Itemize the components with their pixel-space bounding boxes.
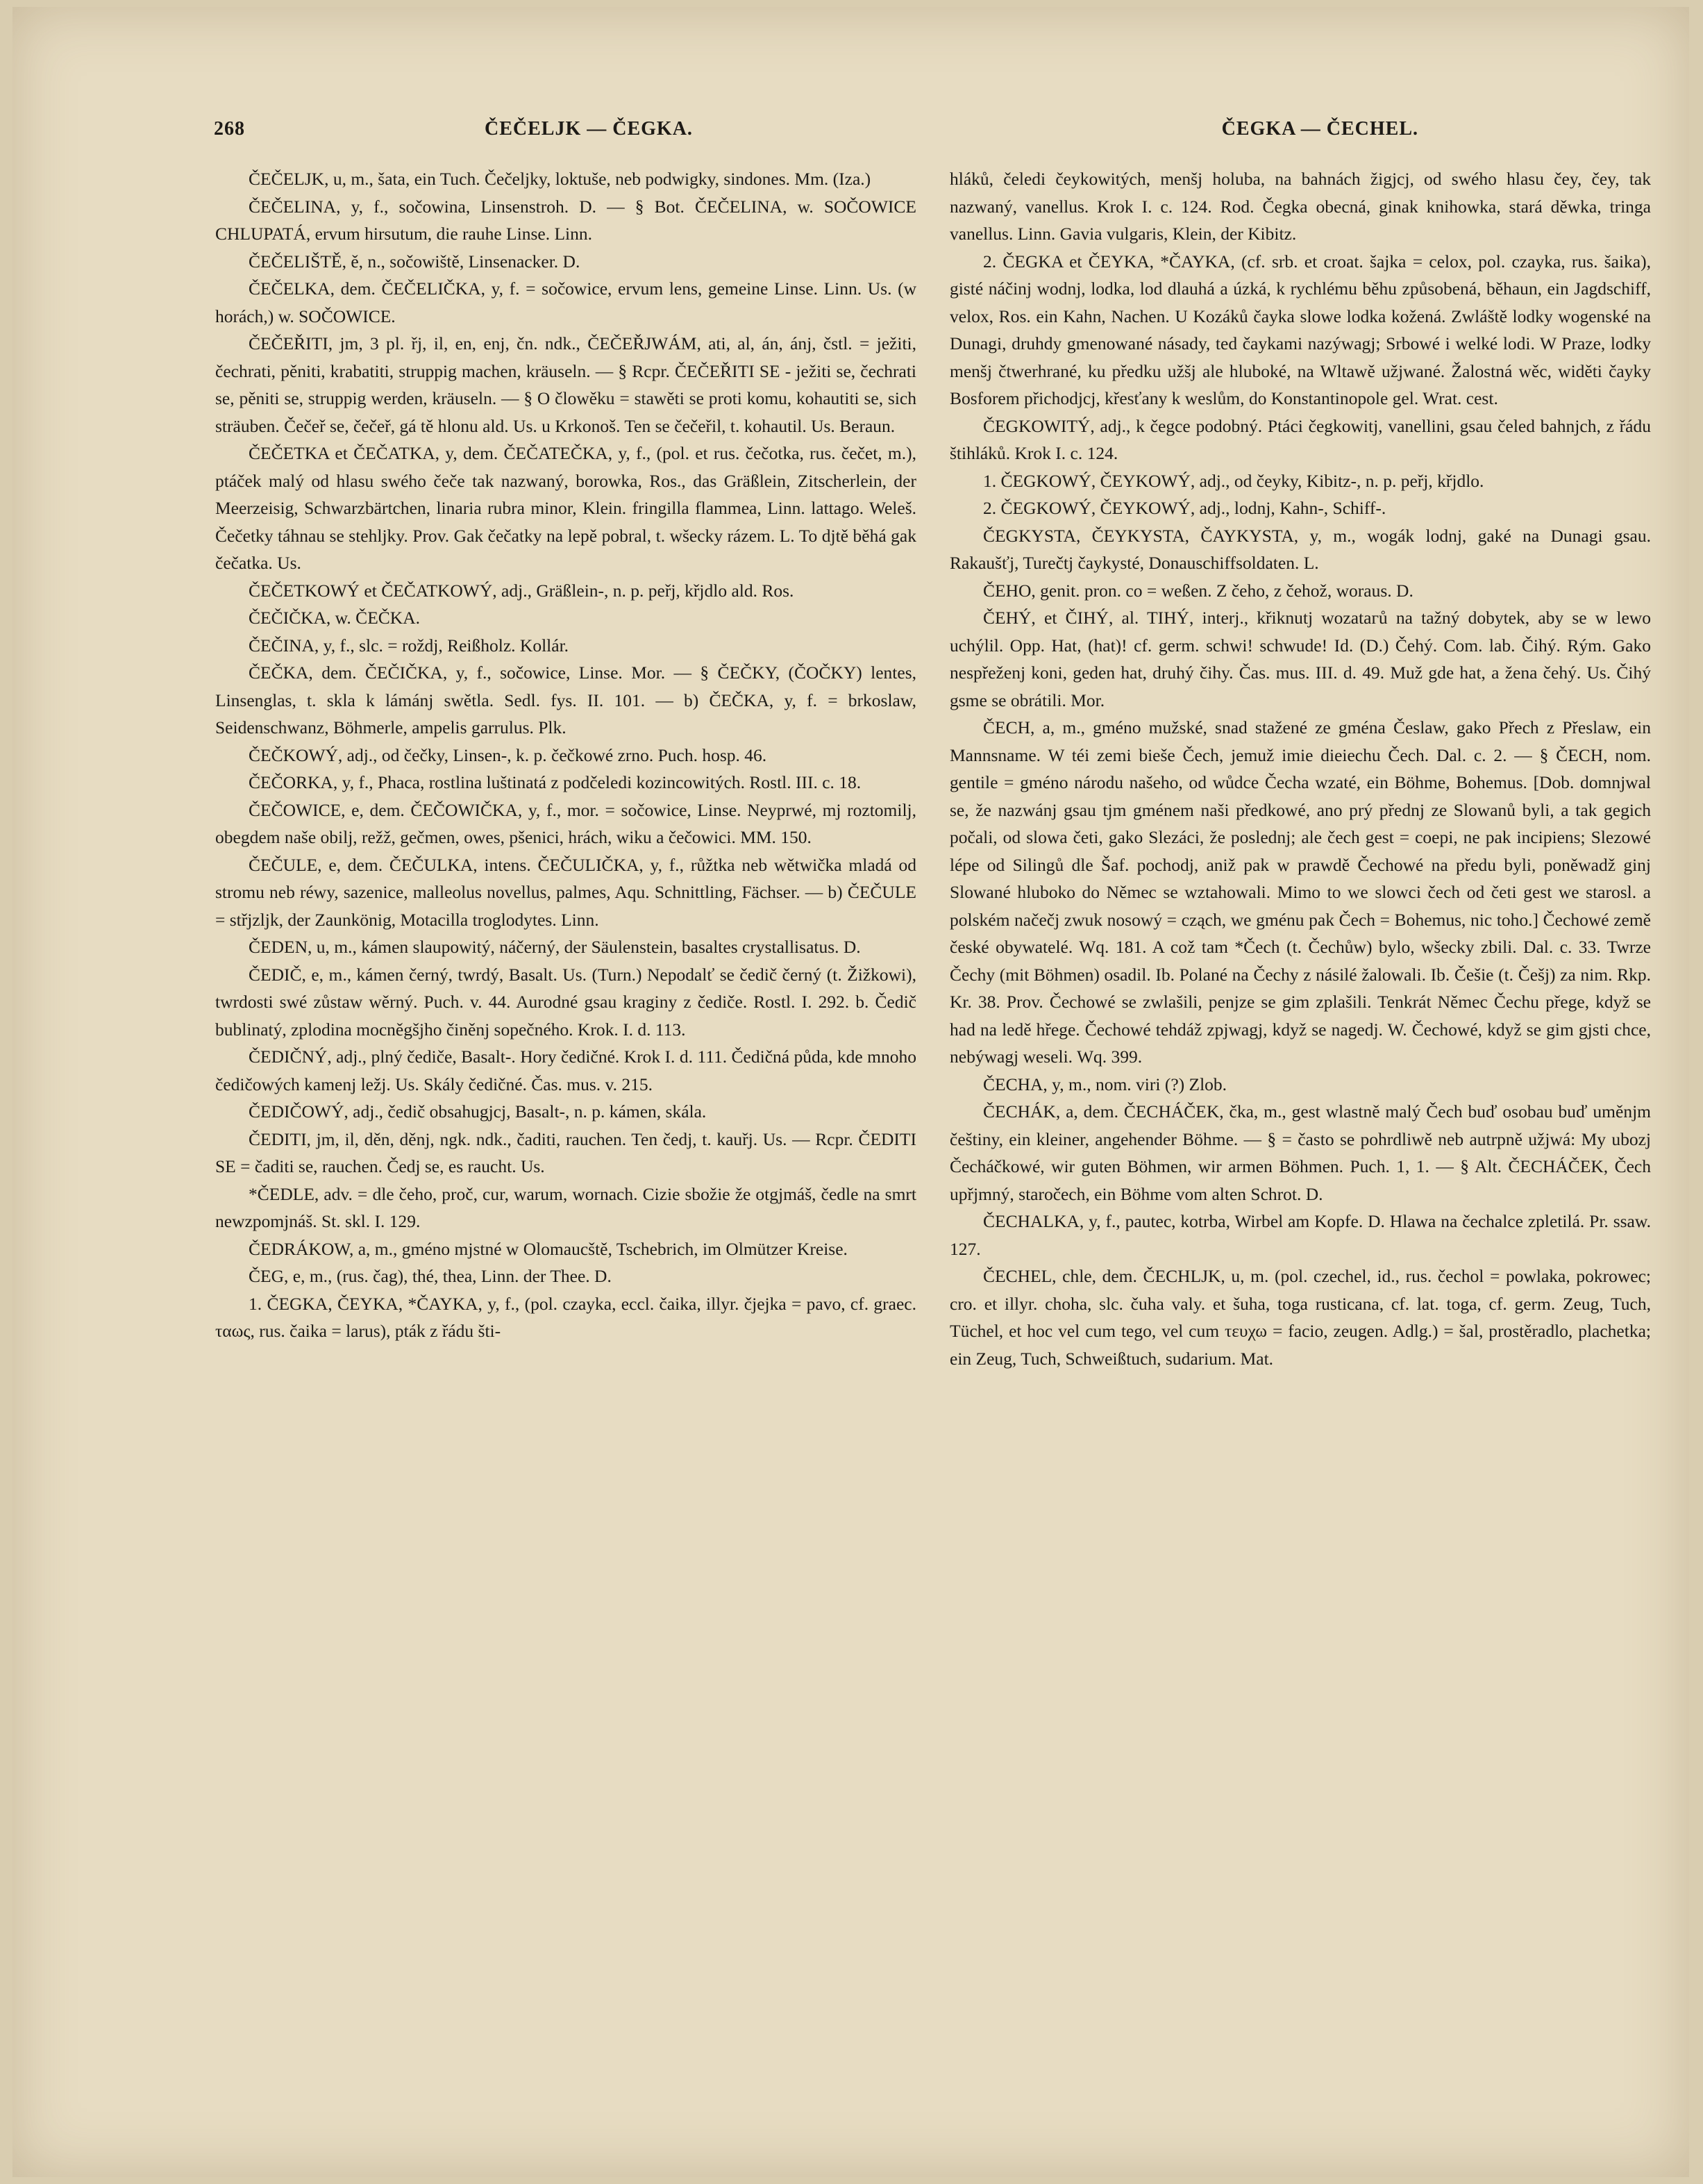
entry-cegkowity: ČEGKOWITÝ, adj., k čegce podobný. Ptáci čegkowitj, vanellini, gsau čeled bahnjch, z řádu štihláků. Krok I. c. 124. [950, 415, 1651, 463]
right-running-title: ČEGKA — ČECHEL. [1221, 118, 1418, 140]
entry-cecelk: ČEČELJK, u, m., šata, ein Tuch. Čečeljky, loktuše, neb podwigky, sindones. Mm. (Iza.) [249, 169, 871, 189]
entry-ceceliste: ČEČELIŠTĚ, ě, n., sočowiště, Linsenacker. D. [249, 251, 580, 272]
entry-cechalka: ČECHALKA, y, f., pautec, kotrba, Wirbel am Kopfe. D. Hlawa na čechalce zpletilá. Pr. ssaw. 127. [950, 1211, 1651, 1259]
entry-ceho: ČEHO, genit. pron. co = weßen. Z čeho, z čehož, woraus. D. [983, 580, 1413, 601]
left-column [215, 165, 916, 2144]
entry-cecule: ČEČULE, e, dem. ČEČULKA, intens. ČEČULIČKA, y, f., růžtka neb wětwička mladá od stromu neb réwy, sazenice, malleolus novellus, palmes, Aqu. Schnittling, Fächser. — b) ČEČULE = střjzljk, der Zaunkönig, Motacilla troglodytes. Linn. [215, 854, 916, 930]
entry-cecelka: ČEČELKA, dem. ČEČELIČKA, y, f. = sočowice, ervum lens, gemeine Linse. Linn. Us. (w horách,) w. SOČOWICE. [215, 278, 916, 326]
entry-cediti: ČEDITI, jm, il, děn, děnj, ngk. ndk., čaditi, rauchen. Ten čedj, t. kauřj. Us. — Rcpr. ČEDITI SE = čaditi se, rauchen. Čedj se, es raucht. Us. [215, 1128, 916, 1176]
entry-cecina: ČEČINA, y, f., slc. = roždj, Reißholz. Kollár. [249, 635, 569, 656]
entry-ceden: ČEDEN, u, m., kámen slaupowitý, náčerný, der Säulenstein, basaltes crystallisatus. D. [249, 937, 861, 957]
entry-cecorka: ČEČORKA, y, f., Phaca, rostlina luštinatá z podčeledi kozincowitých. Rostl. III. c. 18. [249, 772, 862, 792]
entry-cedic: ČEDIČ, e, m., kámen černý, twrdý, Basalt. Us. (Turn.) Nepodalť se čedič černý (t. Žižkowi), twrdosti swé zůstaw wěrný. Puch. v. 44. Aurodné gsau kraginy z čediče. Rostl. I. 292. b. Čedič bublinatý, zplodina mocněgšjho činěnj sopečného. Krok. I. d. 113. [215, 964, 916, 1040]
entry-cech: ČECH, a, m., gméno mužské, snad stažené ze gména Česlaw, gako Přech z Přeslaw, ein Mannsname. W téi zemi bieše Čech, jemuž imie dieiechu Čech. Dal. c. 2. — § ČECH, nom. gentile = gméno národu našeho, od wůdce Čecha wzaté, ein Böhme, Bohemus. [Dob. domnjwal se, že nazwánj gsau tjm gménem naši předkowé, ano prý přednj ze Slowanů byli, a tak gegich počali, od slowa četi, gako Slezáci, že poslednj; ale čech gest = coepi, ne pak incipiens; Slezowé lépe od Silingů dle Šaf. pochodj, aniž pak w prawdě Čechowé na předu byli, poněwadž ginj Slowané hluboko do Němec se wztahowali. Mimo to we slowci čech od četi gest we starosl. a polském načečj zwuk nosowý = cząch, we gménu pak Čech = Bohemus, nic toho.] Čechowé země české obywatelé. Wq. 181. A což tam *Čech (t. Čechůw) bylo, wšecky zbili. Dal. c. 33. Twrze Čechy (mit Böhmen) osadil. Ib. Polané na Čechy z násilé žalowali. Ib. Češie (t. Češj) za nim. Rkp. Kr. 38. Prov. Čechowé se zwlašili, penjze se gim zplašili. Tenkrát Němec Čechu přege, když se had na ledě hřege. Čechowé tehdáž zpjwagj, když se nagedj. W. Čechowé, když se gim gjsti chce, nebýwagj weseli. Wq. 399. [950, 717, 1651, 1067]
entry-cecha: ČECHA, y, m., nom. viri (?) Zlob. [983, 1074, 1227, 1094]
left-running-title: ČEČELJK — ČEGKA. [485, 118, 693, 140]
entry-cegka-2: 2. ČEGKA et ČEYKA, *ČAYKA, (cf. srb. et croat. šajka = celox, pol. czayka, rus. šaika), gisté náčinj wodnj, lodka, lod dlauhá a úzká, k rychlému běhu způsobená, běhaun, ein Jagdschiff, velox, Ros. ein Kahn, Nachen. U Kozáků čayka slowe lodka kožená. Zwláště lodky wogenské na Dunagi, druhdy gmenowané násady, ted čaykami nazýwagj; Srbowé i welké lodi. W Praze, lodky menšj čtwerhrané, ku předku užšj ale hluboké, na Wltawě užjwané. Žalostná wěc, widěti čayky Bosforem přichodjcj, křesťany k weslům, do Konstantinopole gel. Wrat. cest. [950, 251, 1651, 408]
entry-cedicny: ČEDIČNÝ, adj., plný čediče, Basalt-. Hory čedičné. Krok I. d. 111. Čedičná půda, kde mnoho čedičowých kamenj ležj. Us. Skály čedičné. Čas. mus. v. 215. [215, 1047, 916, 1094]
entry-cecowice: ČEČOWICE, e, dem. ČEČOWIČKA, y, f., mor. = sočowice, Linse. Neyprwé, mj roztomilj, obegdem naše obilj, režž, gečmen, owes, pšenici, hrách, wiku a čečowici. MM. 150. [215, 799, 916, 847]
entry-cegka-1: 1. ČEGKA, ČEYKA, *ČAYKA, y, f., (pol. czayka, eccl. čaika, illyr. čjejka = pavo, cf. graec. ταως, rus. čaika = larus), pták z řádu šti- [215, 1293, 916, 1341]
page-number: 268 [214, 118, 245, 140]
entry-cegkysta: ČEGKYSTA, ČEYKYSTA, ČAYKYSTA, y, m., wogák lodnj, gaké na Dunagi gsau. Rakaušťj, Turečtj čaykysté, Donauschiffsoldaten. L. [950, 525, 1651, 573]
entry-cehy: ČEHÝ, et ČIHÝ, al. TIHÝ, interj., křiknutj wozataгů na tažný dobytek, aby se w lewo uchýlil. Opp. Hat, (hat)! cf. germ. schwi! schwude! Id. (D.) Čehý. Com. lab. Čihý. Rým. Gako nespřeženj koni, geden hat, druhý čihy. Čas. mus. III. d. 49. Muž gde hat, a žena čehý. Us. Čihý gsme se obrátili. Mor. [950, 608, 1651, 710]
running-head [214, 118, 1446, 153]
entry-cechak: ČECHÁK, a, dem. ČECHÁČEK, čka, m., gest wlastně malý Čech buď osobau buď uměnjm češtiny, ein kleiner, angehender Böhme. — § = často se pohrdliwě neb autrpně užjwá: My ubozj Čecháčkowé, wir guten Böhmen, wir armen Böhmen. Puch. 1, 1. — § Alt. ČECHÁČEK, Čech upřjmný, staročech, ein Böhme vom alten Schrot. D. [950, 1101, 1651, 1204]
entry-cechel: ČECHEL, chle, dem. ČECHLJK, u, m. (pol. czechel, id., rus. čechol = powlaka, pokrowec; cro. et illyr. choha, slc. čuha valy. et šuha, toga rusticana, cf. lat. toga, cf. germ. Zeug, Tuch, Tüchel, et hoc vel cum tego, vel cum τευχω = facio, zeugen. Adlg.) = šal, prostěradlo, plachetka; ein Zeug, Tuch, Schweißtuch, sudarium. Mat. [950, 1266, 1651, 1369]
entry-ceceriti: ČEČEŘITI, jm, 3 pl. řj, il, en, enj, čn. ndk., ČEČEŘJWÁM, ati, al, án, ánj, čstl. = ježiti, čechrati, pěniti, krabatiti, struppig machen, kräuseln. — § Rcpr. ČEČEŘITI SE - ježiti se, čechrati se, pěniti se, struppig werden, kräuseln. — § O člowěku = stawěti se proti komu, kohautiti se, sich sträuben. Čečeř se, čečeř, gá tě hlonu ald. Us. u Krkonoš. Ten se čečeřil, t. kohautil. Us. Beraun. [215, 333, 916, 436]
entry-cedle: *ČEDLE, adv. = dle čeho, proč, cur, warum, wornach. Cizie sbožie že otgjmáš, čedle na smrt newzpomjnáš. St. skl. I. 129. [215, 1183, 916, 1231]
entry-cedrakow: ČEDRÁKOW, a, m., gméno mjstné w Olomaucště, Tschebrich, im Olmützer Kreise. [249, 1238, 848, 1259]
entry-cecka: ČEČKA, dem. ČEČIČKA, y, f., sočowice, Linse. Mor. — § ČEČKY, (ČOČKY) lentes, Linsenglas, t. skla k lámánj swětla. Sedl. fys. II. 101. — b) ČEČKA, y, f. = brkoslaw, Seidenschwanz, Böhmerle, ampelis garrulus. Plk. [215, 662, 916, 737]
entry-cecetkowy: ČEČETKOWÝ et ČEČATKOWÝ, adj., Gräßlein-, n. p. peřj, křjdlo ald. Ros. [249, 580, 794, 601]
entry-cegka-1-continued: hláků, čeledi čeykowitých, menšj holuba, na bahnách žigjcj, od swého hlasu čey, čey, tak nazwaný, vanellus. Krok I. c. 124. Rod. Čegka obecná, ginak knihowka, stará děwka, tringa vanellus. Linn. Gavia vulgaris, Klein, der Kibitz. [950, 169, 1651, 244]
entry-cecetka: ČEČETKA et ČEČATKA, y, dem. ČEČATEČKA, y, f., (pol. et rus. čečotka, rus. čečet, m.), ptáček malý od hlasu swého čeče tak nazwaný, borowka, Ros., das Gräßlein, Zitscherlein, der Meerzeisig, Schwarzbärtchen, linaria rubra minor, Klein. fringilla flammea, Linn. lattago. Weleš. Čečetky táhnau se stehljky. Prov. Gak čečatky na lepě pobral, t. wšecky rázem. L. To djtě běhá gak čečatka. Us. [215, 443, 916, 573]
entry-cegkowy-1: 1. ČEGKOWÝ, ČEYKOWÝ, adj., od čeyky, Kibitz-, n. p. peřj, křjdlo. [983, 470, 1484, 491]
entry-cedicowy: ČEDIČOWÝ, adj., čedič obsahugjcj, Basalt-, n. p. kámen, skála. [249, 1101, 707, 1122]
right-column [950, 165, 1651, 2144]
entry-cecicka: ČEČIČKA, w. ČEČKA. [249, 608, 420, 628]
entry-ceckowy: ČEČKOWÝ, adj., od čečky, Linsen-, k. p. čečkowé zrno. Puch. hosp. 46. [249, 744, 767, 765]
dictionary-page [12, 7, 1689, 2177]
entry-cegkowy-2: 2. ČEGKOWÝ, ČEYKOWÝ, adj., lodnj, Kahn-, Schiff-. [983, 498, 1386, 518]
entry-cecelina: ČEČELINA, y, f., sočowina, Linsenstroh. D. — § Bot. ČEČELINA, w. SOČOWICE CHLUPATÁ, ervum hirsutum, die rauhe Linse. Linn. [215, 196, 916, 244]
entry-ceg: ČEG, e, m., (rus. čag), thé, thea, Linn. der Thee. D. [249, 1266, 612, 1286]
